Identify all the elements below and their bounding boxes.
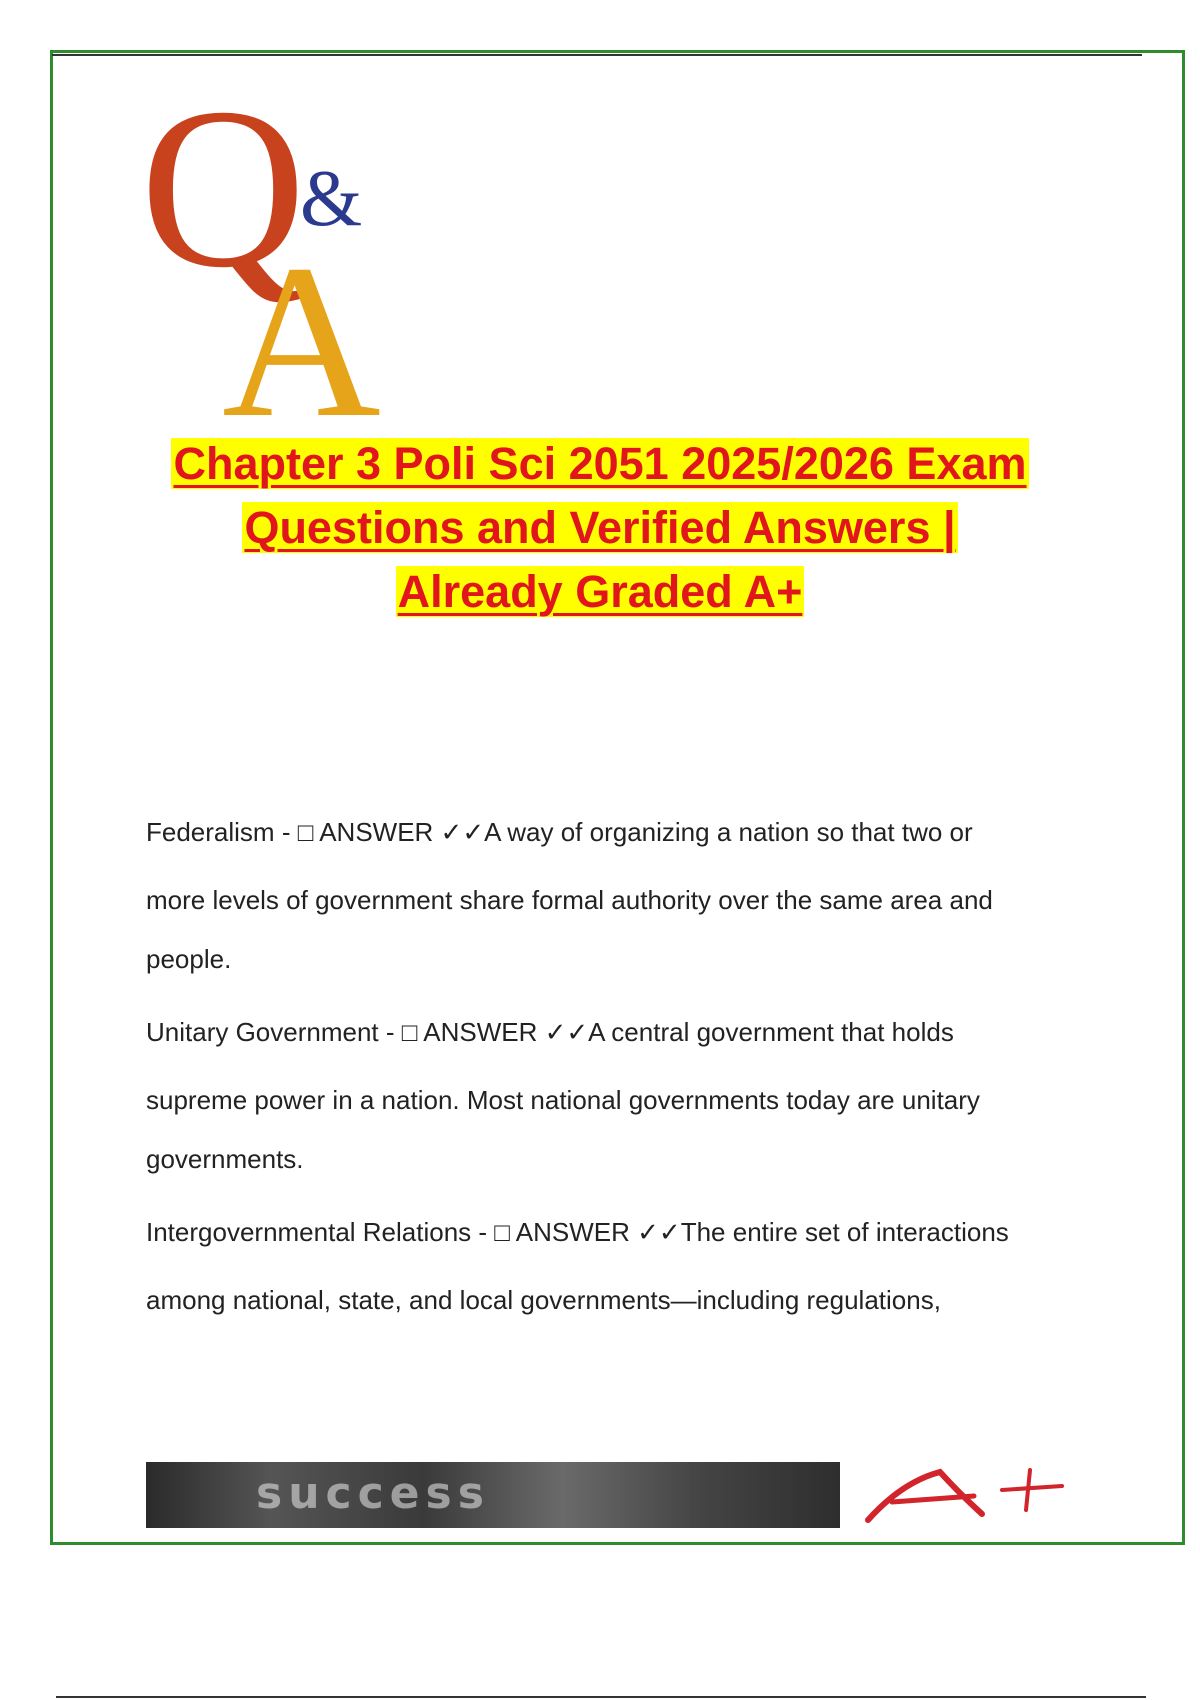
entry-line [146, 998, 1096, 1066]
banner-word: success [256, 1468, 490, 1519]
answer-text: supreme power in a nation. Most national governments today are unitary [146, 1085, 980, 1115]
qa-entry [146, 798, 1096, 984]
answer-label: ANSWER ✓✓ [313, 817, 485, 847]
title-line-2: Questions and Verified Answers | [244, 502, 956, 553]
qa-logo [140, 75, 410, 425]
answer-label: ANSWER ✓✓ [417, 1017, 589, 1047]
qa-content [146, 798, 1096, 1348]
entry-line [146, 1198, 1096, 1266]
grade-a-plus-image [862, 1462, 1072, 1532]
answer-marker-icon: □ [297, 817, 314, 847]
entry-term: Intergovernmental Relations - [146, 1217, 495, 1247]
answer-marker-icon: □ [401, 1017, 418, 1047]
answer-text: The entire set of interactions [680, 1217, 1009, 1247]
title-line-3: Already Graded A+ [397, 566, 803, 617]
answer-label: ANSWER ✓✓ [510, 1217, 681, 1247]
logo-a-letter: A [222, 219, 381, 425]
title-line-1: Chapter 3 Poli Sci 2051 2025/2026 Exam [173, 438, 1027, 489]
bottom-rule [56, 1696, 1146, 1698]
entry-term: Federalism - [146, 817, 298, 847]
success-banner-image [146, 1462, 840, 1528]
entry-term: Unitary Government - [146, 1017, 402, 1047]
top-rule [52, 54, 1142, 56]
document-title [120, 432, 1080, 624]
qa-entry [146, 998, 1096, 1184]
answer-text: people. [146, 944, 232, 974]
answer-text: A central government that holds [588, 1017, 954, 1047]
answer-marker-icon: □ [494, 1217, 511, 1247]
answer-text: A way of organizing a nation so that two or [484, 817, 973, 847]
logo-q-letter: Q [140, 75, 307, 315]
answer-text: governments. [146, 1144, 304, 1174]
answer-text: more levels of government share formal authority over the same area and [146, 885, 993, 915]
logo-ampersand: & [300, 155, 363, 243]
answer-text: among national, state, and local governments—including regulations, [146, 1285, 941, 1315]
entry-line [146, 798, 1096, 866]
qa-entry [146, 1198, 1096, 1334]
